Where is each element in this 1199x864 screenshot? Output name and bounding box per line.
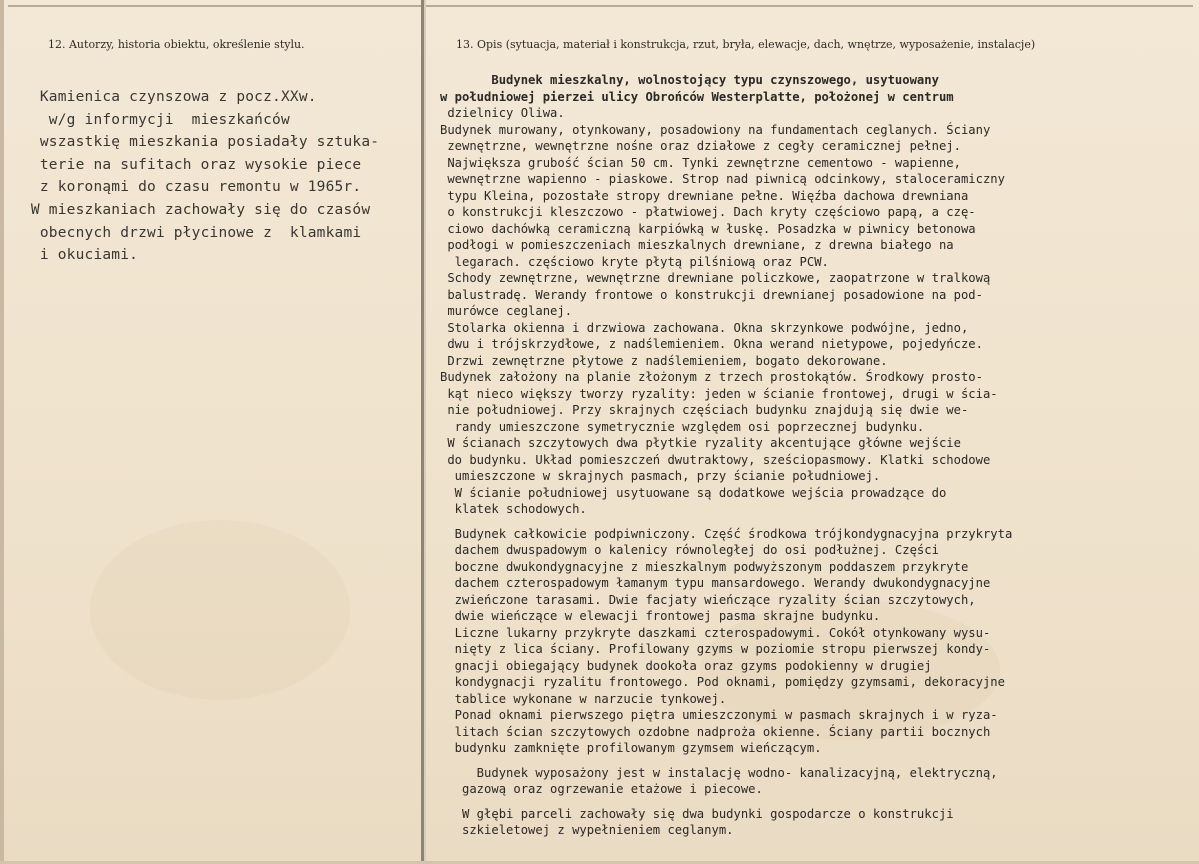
text-line: w południowej pierzei ulicy Obrońców Westerplatte, położonej w centrum	[440, 89, 954, 104]
text-line: Kamienica czynszowa z pocz.XXw.	[22, 89, 317, 105]
text-line: ciowo dachówką ceramiczną karpiówką w łuskę. Posadzka w piwnicy betonowa	[440, 221, 976, 236]
text-line: Stolarka okienna i drzwiowa zachowana. Okna skrzynkowe podwójne, jedno,	[440, 320, 969, 335]
text-line: Budynek mieszkalny, wolnostojący typu czynszowego, usytuowany	[440, 73, 939, 87]
text-line: obecnych drzwi płycinowe z klamkami	[22, 224, 362, 241]
text-line: dwie wieńczące w elewacji frontowej pasma skrajne budynku.	[440, 609, 881, 623]
column-divider-shadow	[424, 0, 426, 864]
text-line: Największa grubość ścian 50 cm. Tynki zewnętrzne cementowo - wapienne,	[440, 155, 961, 170]
top-rule	[8, 5, 1193, 7]
text-line: dachem czterospadowym łamanym typu mansardowego. Werandy dwukondygnacyjne	[440, 576, 991, 590]
text-line: z koronąmi do czasu remontu w 1965r.	[22, 179, 362, 196]
text-line: klatek schodowych.	[440, 502, 587, 516]
text-line: Budynek wyposażony jest w instalację wodno- kanalizacyjną, elektryczną,	[440, 765, 998, 780]
text-line: W ścianie południowej usytuowane są dodatkowe wejścia prowadzące do	[440, 485, 947, 500]
text-line: randy umieszczone symetrycznie względem osi poprzecznej budynku.	[440, 419, 925, 434]
history-text	[22, 86, 417, 267]
text-line: Liczne lukarny przykryte daszkami czterospadowymi. Cokół otynkowany wysu-	[440, 625, 991, 640]
text-line: dwu i trójskrzydłowe, z nadślemieniem. Okna werand nietypowe, pojedyńcze.	[440, 337, 983, 351]
text-line: W mieszkaniach zachowały się do czasów	[22, 201, 371, 218]
description-title	[440, 72, 1190, 105]
text-line: Budynek całkowicie podpiwniczony. Część środkowa trójkondygnacyjna przykryta	[440, 526, 1013, 541]
text-line: typu Kleina, pozostałe stropy drewniane pełne. Więźba dachowa drewniana	[440, 188, 969, 203]
text-line: murówce ceglanej.	[440, 304, 573, 318]
description-paragraph-installations	[440, 765, 1190, 798]
text-line: tablice wykonane w narzucie tynkowej.	[440, 691, 727, 706]
description-paragraph-construction	[440, 105, 1190, 518]
text-line: w/g informycji mieszkańców	[22, 111, 290, 128]
description-text	[440, 72, 1190, 839]
text-line: nie południowej. Przy skrajnych częściach budynku znajdują się dwie we-	[440, 403, 969, 417]
text-line: wewnętrzne wapienno - piaskowe. Strop nad piwnicą odcinkowy, staloceramiczny	[440, 172, 1005, 186]
text-line: nięty z lica ściany. Profilowany gzyms w poziomie stropu pierwszej kondy-	[440, 642, 991, 656]
text-line: i okuciami.	[22, 247, 139, 264]
text-line: Budynek założony na planie złożonym z trzech prostokątów. Środkowy prosto-	[440, 370, 983, 384]
section-12-header: 12. Autorzy, historia obiektu, określenie stylu.	[48, 38, 305, 51]
text-line: W ścianach szczytowych dwa płytkie ryzality akcentujące główne wejście	[440, 436, 961, 450]
text-line: wszastkię mieszkania posiadały sztuka-	[22, 134, 380, 151]
paper-stain	[90, 520, 350, 700]
text-line: do budynku. Układ pomieszczeń dwutraktowy, sześciopasmowy. Klatki schodowe	[440, 452, 991, 467]
text-line: W głębi parceli zachowały się dwa budynki gospodarcze o konstrukcji	[440, 806, 954, 821]
text-line: litach ścian szczytowych ozdobne nadproża okienne. Ściany partii bocznych	[440, 724, 991, 739]
text-line: o konstrukcji kleszczowo - płatwiowej. Dach kryty częściowo papą, a czę-	[440, 205, 976, 219]
description-paragraph-outbuildings	[440, 806, 1190, 839]
text-line: gazową oraz ogrzewanie etażowe i piecowe.	[440, 782, 763, 796]
text-line: terie na sufitach oraz wysokie piece	[22, 156, 362, 173]
text-line: legarach. częściowo kryte płytą pilśniową oraz PCW.	[440, 254, 829, 269]
left-paper-edge	[0, 0, 4, 864]
text-line: podłogi w pomieszczeniach mieszkalnych drewniane, z drewna białego na	[440, 238, 954, 252]
text-line: Ponad oknami pierwszego piętra umieszczonymi w pasmach skrajnych i w ryza-	[440, 708, 998, 722]
text-line: zwieńczone tarasami. Dwie facjaty wieńczące ryzality ścian szczytowych,	[440, 592, 976, 607]
section-13-header: 13. Opis (sytuacja, materiał i konstrukcja, rzut, bryła, elewacje, dach, wnętrze, wyposażenie, instalacje)	[456, 38, 1036, 51]
text-line: Drzwi zewnętrzne płytowe z nadślemieniem, bogato dekorowane.	[440, 353, 888, 368]
text-line: gnacji obiegający budynek dookoła oraz gzyms podokienny w drugiej	[440, 658, 932, 673]
text-line: umieszczone w skrajnych pasmach, przy ścianie południowej.	[440, 469, 881, 483]
text-line: kondygnacji ryzalitu frontowego. Pod oknami, pomiędzy gzymsami, dekoracyjne	[440, 675, 1005, 689]
text-line: boczne dwukondygnacyjne z mieszkalnym podwyższonym poddaszem przykryte	[440, 559, 969, 574]
text-line: szkieletowej z wypełnieniem ceglanym.	[440, 823, 734, 837]
text-line: Budynek murowany, otynkowany, posadowiony na fundamentach ceglanych. Ściany	[440, 122, 991, 137]
text-line: balustradę. Werandy frontowe o konstrukcji drewnianej posadowione na pod-	[440, 287, 983, 302]
text-line: zewnętrzne, wewnętrzne nośne oraz działowe z cegły ceramicznej pełnej.	[440, 139, 961, 153]
description-paragraph-form	[440, 526, 1190, 757]
text-line: budynku zamknięte profilowanym gzymsem wieńczącym.	[440, 741, 822, 755]
text-line: dzielnicy Oliwa.	[440, 106, 565, 120]
text-line: kąt nieco większy tworzy ryzality: jeden w ścianie frontowej, drugi w ścia-	[440, 386, 998, 401]
text-line: Schody zewnętrzne, wewnętrzne drewniane policzkowe, zaopatrzone w tralkową	[440, 271, 991, 285]
text-line: dachem dwuspadowym o kalenicy równoległej do osi podłużnej. Części	[440, 543, 939, 557]
